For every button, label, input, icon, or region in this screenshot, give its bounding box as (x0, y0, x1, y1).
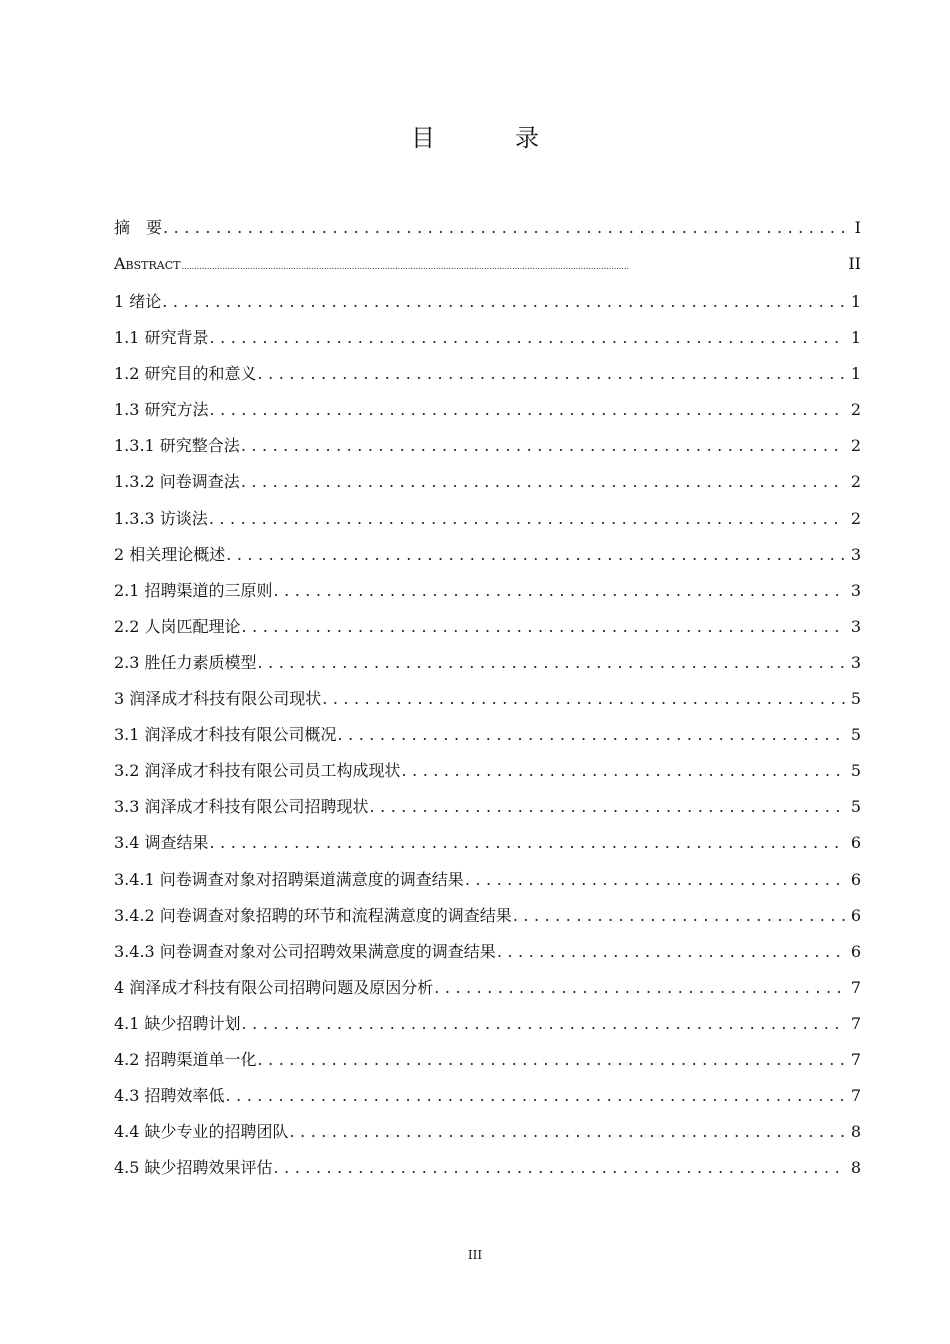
toc-entry-label: 2.2 人岗匹配理论 (114, 616, 241, 636)
toc-dot-leader (274, 1150, 845, 1186)
toc-dot-leader (290, 1114, 845, 1150)
toc-entry-page: 6 (850, 941, 861, 961)
toc-entry-page: 1 (850, 364, 861, 384)
toc-entry-page: 7 (850, 977, 861, 997)
toc-dot-leader (241, 464, 845, 500)
toc-entry-label: 1.3.1 研究整合法 (114, 436, 240, 456)
toc-entry-page: 2 (850, 436, 861, 456)
toc-entry[interactable] (114, 356, 861, 392)
page-number: III (467, 1248, 483, 1262)
toc-entry-label: 3.3 润泽成才科技有限公司招聘现状 (114, 797, 369, 817)
toc-entry[interactable] (114, 210, 861, 246)
toc-entry[interactable] (114, 1114, 861, 1150)
toc-dot-leader (258, 356, 845, 392)
toc-entry-page: 5 (850, 797, 861, 817)
toc-entry[interactable] (114, 609, 861, 645)
toc-entry[interactable] (114, 717, 861, 753)
toc-dot-leader (241, 428, 845, 464)
toc-dot-leader (226, 1078, 845, 1114)
toc-entry-label: 4.1 缺少招聘计划 (114, 1013, 241, 1033)
toc-entry[interactable] (114, 753, 861, 789)
toc-entry-label: 3.4.3 问卷调查对象对公司招聘效果满意度的调查结果 (114, 941, 496, 961)
page-title: 目 录 (411, 124, 567, 152)
toc-entry-label: 3.4 调查结果 (114, 833, 209, 853)
toc-dot-leader (274, 573, 845, 609)
toc-entry-page: 5 (850, 725, 861, 745)
toc-entry[interactable] (114, 789, 861, 825)
toc-entry-label: 4 润泽成才科技有限公司招聘问题及原因分析 (114, 977, 434, 997)
toc-entry-page: 3 (850, 580, 861, 600)
toc-entry-page: I (854, 218, 861, 237)
toc-entry-label: 4.2 招聘渠道单一化 (114, 1049, 257, 1069)
toc-dot-leader (338, 717, 845, 753)
toc-entry[interactable] (114, 1042, 861, 1078)
toc-entry-page: 6 (850, 869, 861, 889)
table-of-contents (114, 210, 861, 1186)
toc-entry[interactable] (114, 464, 861, 500)
toc-entry-page: II (848, 254, 861, 273)
toc-entry-label: 3.1 润泽成才科技有限公司概况 (114, 725, 337, 745)
toc-entry[interactable] (114, 645, 861, 681)
toc-entry[interactable] (114, 573, 861, 609)
toc-dot-leader (210, 825, 845, 861)
toc-entry-page: 3 (850, 652, 861, 672)
toc-entry[interactable] (114, 537, 861, 573)
toc-entry-label: 1.2 研究目的和意义 (114, 364, 257, 384)
toc-entry-page: 5 (850, 689, 861, 709)
toc-entry-page: 6 (850, 905, 861, 925)
toc-entry-label: 2 相关理论概述 (114, 544, 226, 564)
toc-entry-label: 2.3 胜任力素质模型 (114, 652, 257, 672)
toc-entry-page: 8 (850, 1122, 861, 1142)
toc-dot-leader (465, 862, 845, 898)
toc-dot-leader (402, 753, 845, 789)
toc-entry-label: 1 绪论 (114, 292, 162, 311)
toc-entry[interactable] (114, 320, 861, 356)
toc-entry-page: 2 (850, 472, 861, 492)
toc-dot-leader (162, 284, 845, 320)
toc-entry-label: 3 润泽成才科技有限公司现状 (114, 689, 322, 709)
toc-dot-leader (182, 249, 848, 285)
toc-dot-leader (322, 681, 845, 717)
toc-entry-label: 4.3 招聘效率低 (114, 1086, 225, 1106)
toc-dot-leader (242, 1006, 845, 1042)
toc-entry[interactable] (114, 392, 861, 428)
toc-dot-leader (497, 934, 845, 970)
toc-entry[interactable] (114, 246, 861, 284)
toc-entry[interactable] (114, 1150, 861, 1186)
toc-entry-label: 1.1 研究背景 (114, 328, 209, 348)
toc-entry[interactable] (114, 970, 861, 1006)
toc-entry[interactable] (114, 898, 861, 934)
toc-entry-page: 7 (850, 1049, 861, 1069)
toc-entry-label: 1.3.3 访谈法 (114, 508, 208, 528)
toc-entry-label: 2.1 招聘渠道的三原则 (114, 580, 273, 600)
toc-entry[interactable] (114, 825, 861, 861)
toc-dot-leader (370, 789, 845, 825)
toc-entry[interactable] (114, 1078, 861, 1114)
toc-entry[interactable] (114, 681, 861, 717)
toc-entry-label: 1.3 研究方法 (114, 400, 209, 420)
toc-entry-page: 7 (850, 1013, 861, 1033)
toc-entry[interactable] (114, 284, 861, 320)
toc-entry-page: 5 (850, 761, 861, 781)
toc-entry[interactable] (114, 501, 861, 537)
toc-dot-leader (242, 609, 845, 645)
toc-dot-leader (258, 645, 845, 681)
toc-dot-leader (210, 320, 845, 356)
toc-dot-leader (513, 898, 845, 934)
toc-entry[interactable] (114, 862, 861, 898)
toc-dot-leader (209, 501, 845, 537)
toc-entry[interactable] (114, 934, 861, 970)
toc-entry[interactable] (114, 428, 861, 464)
toc-dot-leader (163, 210, 845, 246)
toc-entry-page: 3 (850, 616, 861, 636)
toc-dot-leader (258, 1042, 845, 1078)
toc-entry-page: 1 (850, 292, 861, 311)
toc-entry-label: 4.4 缺少专业的招聘团队 (114, 1122, 289, 1142)
toc-entry-page: 3 (850, 544, 861, 564)
toc-entry-page: 1 (850, 328, 861, 348)
toc-entry[interactable] (114, 1006, 861, 1042)
toc-dot-leader (434, 970, 845, 1006)
toc-entry-label: 4.5 缺少招聘效果评估 (114, 1158, 273, 1178)
toc-entry-label: 3.4.1 问卷调查对象对招聘渠道满意度的调查结果 (114, 869, 464, 889)
toc-dot-leader (226, 537, 845, 573)
toc-entry-label: Abstract (114, 254, 181, 273)
toc-entry-page: 8 (850, 1158, 861, 1178)
toc-entry-label: 摘 要 (114, 218, 163, 237)
toc-dot-leader (210, 392, 845, 428)
toc-entry-page: 2 (850, 400, 861, 420)
toc-entry-page: 7 (850, 1086, 861, 1106)
toc-entry-label: 3.4.2 问卷调查对象招聘的环节和流程满意度的调查结果 (114, 905, 512, 925)
toc-entry-label: 1.3.2 问卷调查法 (114, 472, 240, 492)
toc-entry-page: 2 (850, 508, 861, 528)
toc-entry-page: 6 (850, 833, 861, 853)
toc-entry-label: 3.2 润泽成才科技有限公司员工构成现状 (114, 761, 401, 781)
